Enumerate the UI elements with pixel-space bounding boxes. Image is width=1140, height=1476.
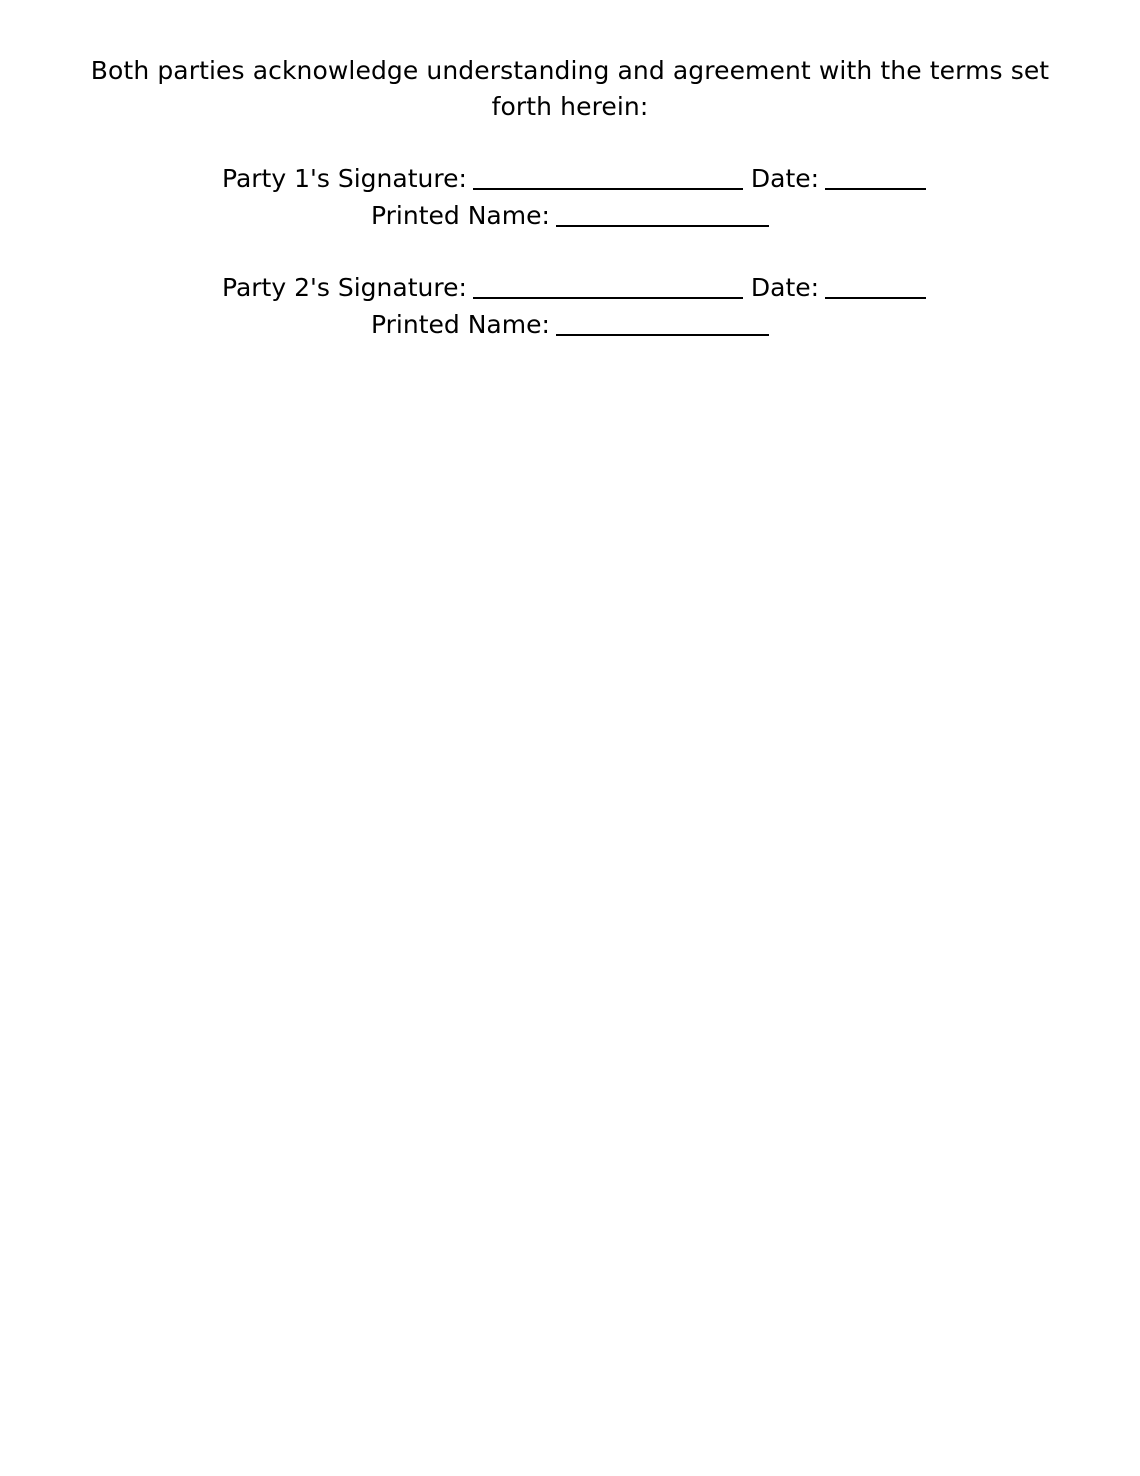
acknowledgement-text: Both parties acknowledge understanding and agreement with the terms set forth herein:	[90, 56, 1050, 121]
party-2-printed-name-label: Printed Name:	[371, 310, 550, 339]
party-1-date-line[interactable]	[825, 187, 926, 190]
party-1-signature-label: Party 1's Signature:	[222, 164, 467, 193]
party-2-date-label: Date:	[750, 273, 820, 302]
party-2-signature-row	[222, 273, 926, 303]
party-2-printed-name-line[interactable]	[556, 333, 769, 336]
party-1-printed-name-label: Printed Name:	[371, 201, 550, 230]
party-2-date-line[interactable]	[825, 296, 926, 299]
party-2-signature-label: Party 2's Signature:	[222, 273, 467, 302]
party-1-signature-row	[222, 164, 926, 194]
party-2-signature-line[interactable]	[473, 296, 743, 299]
party-1-date-label: Date:	[750, 164, 820, 193]
party-1-signature-line[interactable]	[473, 187, 743, 190]
party-1-printed-name-line[interactable]	[556, 224, 769, 227]
party-1-printed-name-row	[371, 201, 769, 231]
party-2-printed-name-row	[371, 310, 769, 340]
